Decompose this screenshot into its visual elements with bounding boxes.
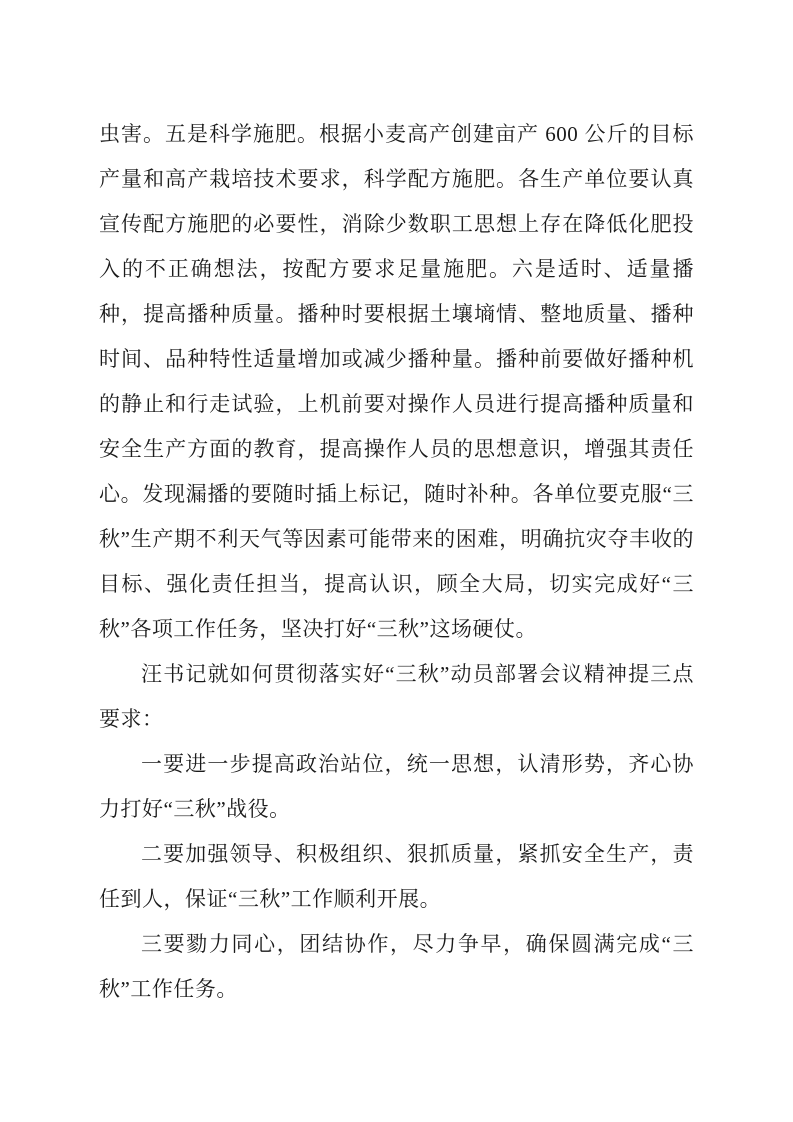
paragraph-requirement-one: 一要进一步提高政治站位，统一思想，认清形势，齐心协力打好“三秋”战役。 — [99, 752, 694, 821]
paragraph-requirement-two: 二要加强领导、积极组织、狠抓质量，紧抓安全生产，责任到人，保证“三秋”工作顺利开展。 — [99, 842, 694, 911]
paragraph-requirement-three: 三要勠力同心，团结协作，尽力争早，确保圆满完成“三秋”工作任务。 — [99, 932, 694, 1001]
paragraph-wang-secretary-three-requirements: 汪书记就如何贯彻落实好“三秋”动员部署会议精神提三点要求： — [99, 662, 694, 731]
paragraph-continuation-sowing-measures: 虫害。五是科学施肥。根据小麦高产创建亩产 600 公斤的目标产量和高产栽培技术要求，科学配方施肥。各生产单位要认真宣传配方施肥的必要性，消除少数职工思想上存在降低化肥投入的不正确想法，按配方要求足量施肥。六是适时、适量播种，提高播种质量。播种时要根据土壤墒情、整地质量、播种时间、品种特性适量增加或减少播种量。播种前要做好播种机的静止和行走试验，上机前要对操作人员进行提高播种质量和安全生产方面的教育，提高操作人员的思想意识，增强其责任心。发现漏播的要随时插上标记，随时补种。各单位要克服“三秋”生产期不利天气等因素可能带来的困难，明确抗灾夺丰收的目标、强化责任担当，提高认识，顾全大局，切实完成好“三秋”各项工作任务，坚决打好“三秋”这场硬仗。 — [99, 122, 694, 641]
document-text-block — [99, 112, 694, 1012]
